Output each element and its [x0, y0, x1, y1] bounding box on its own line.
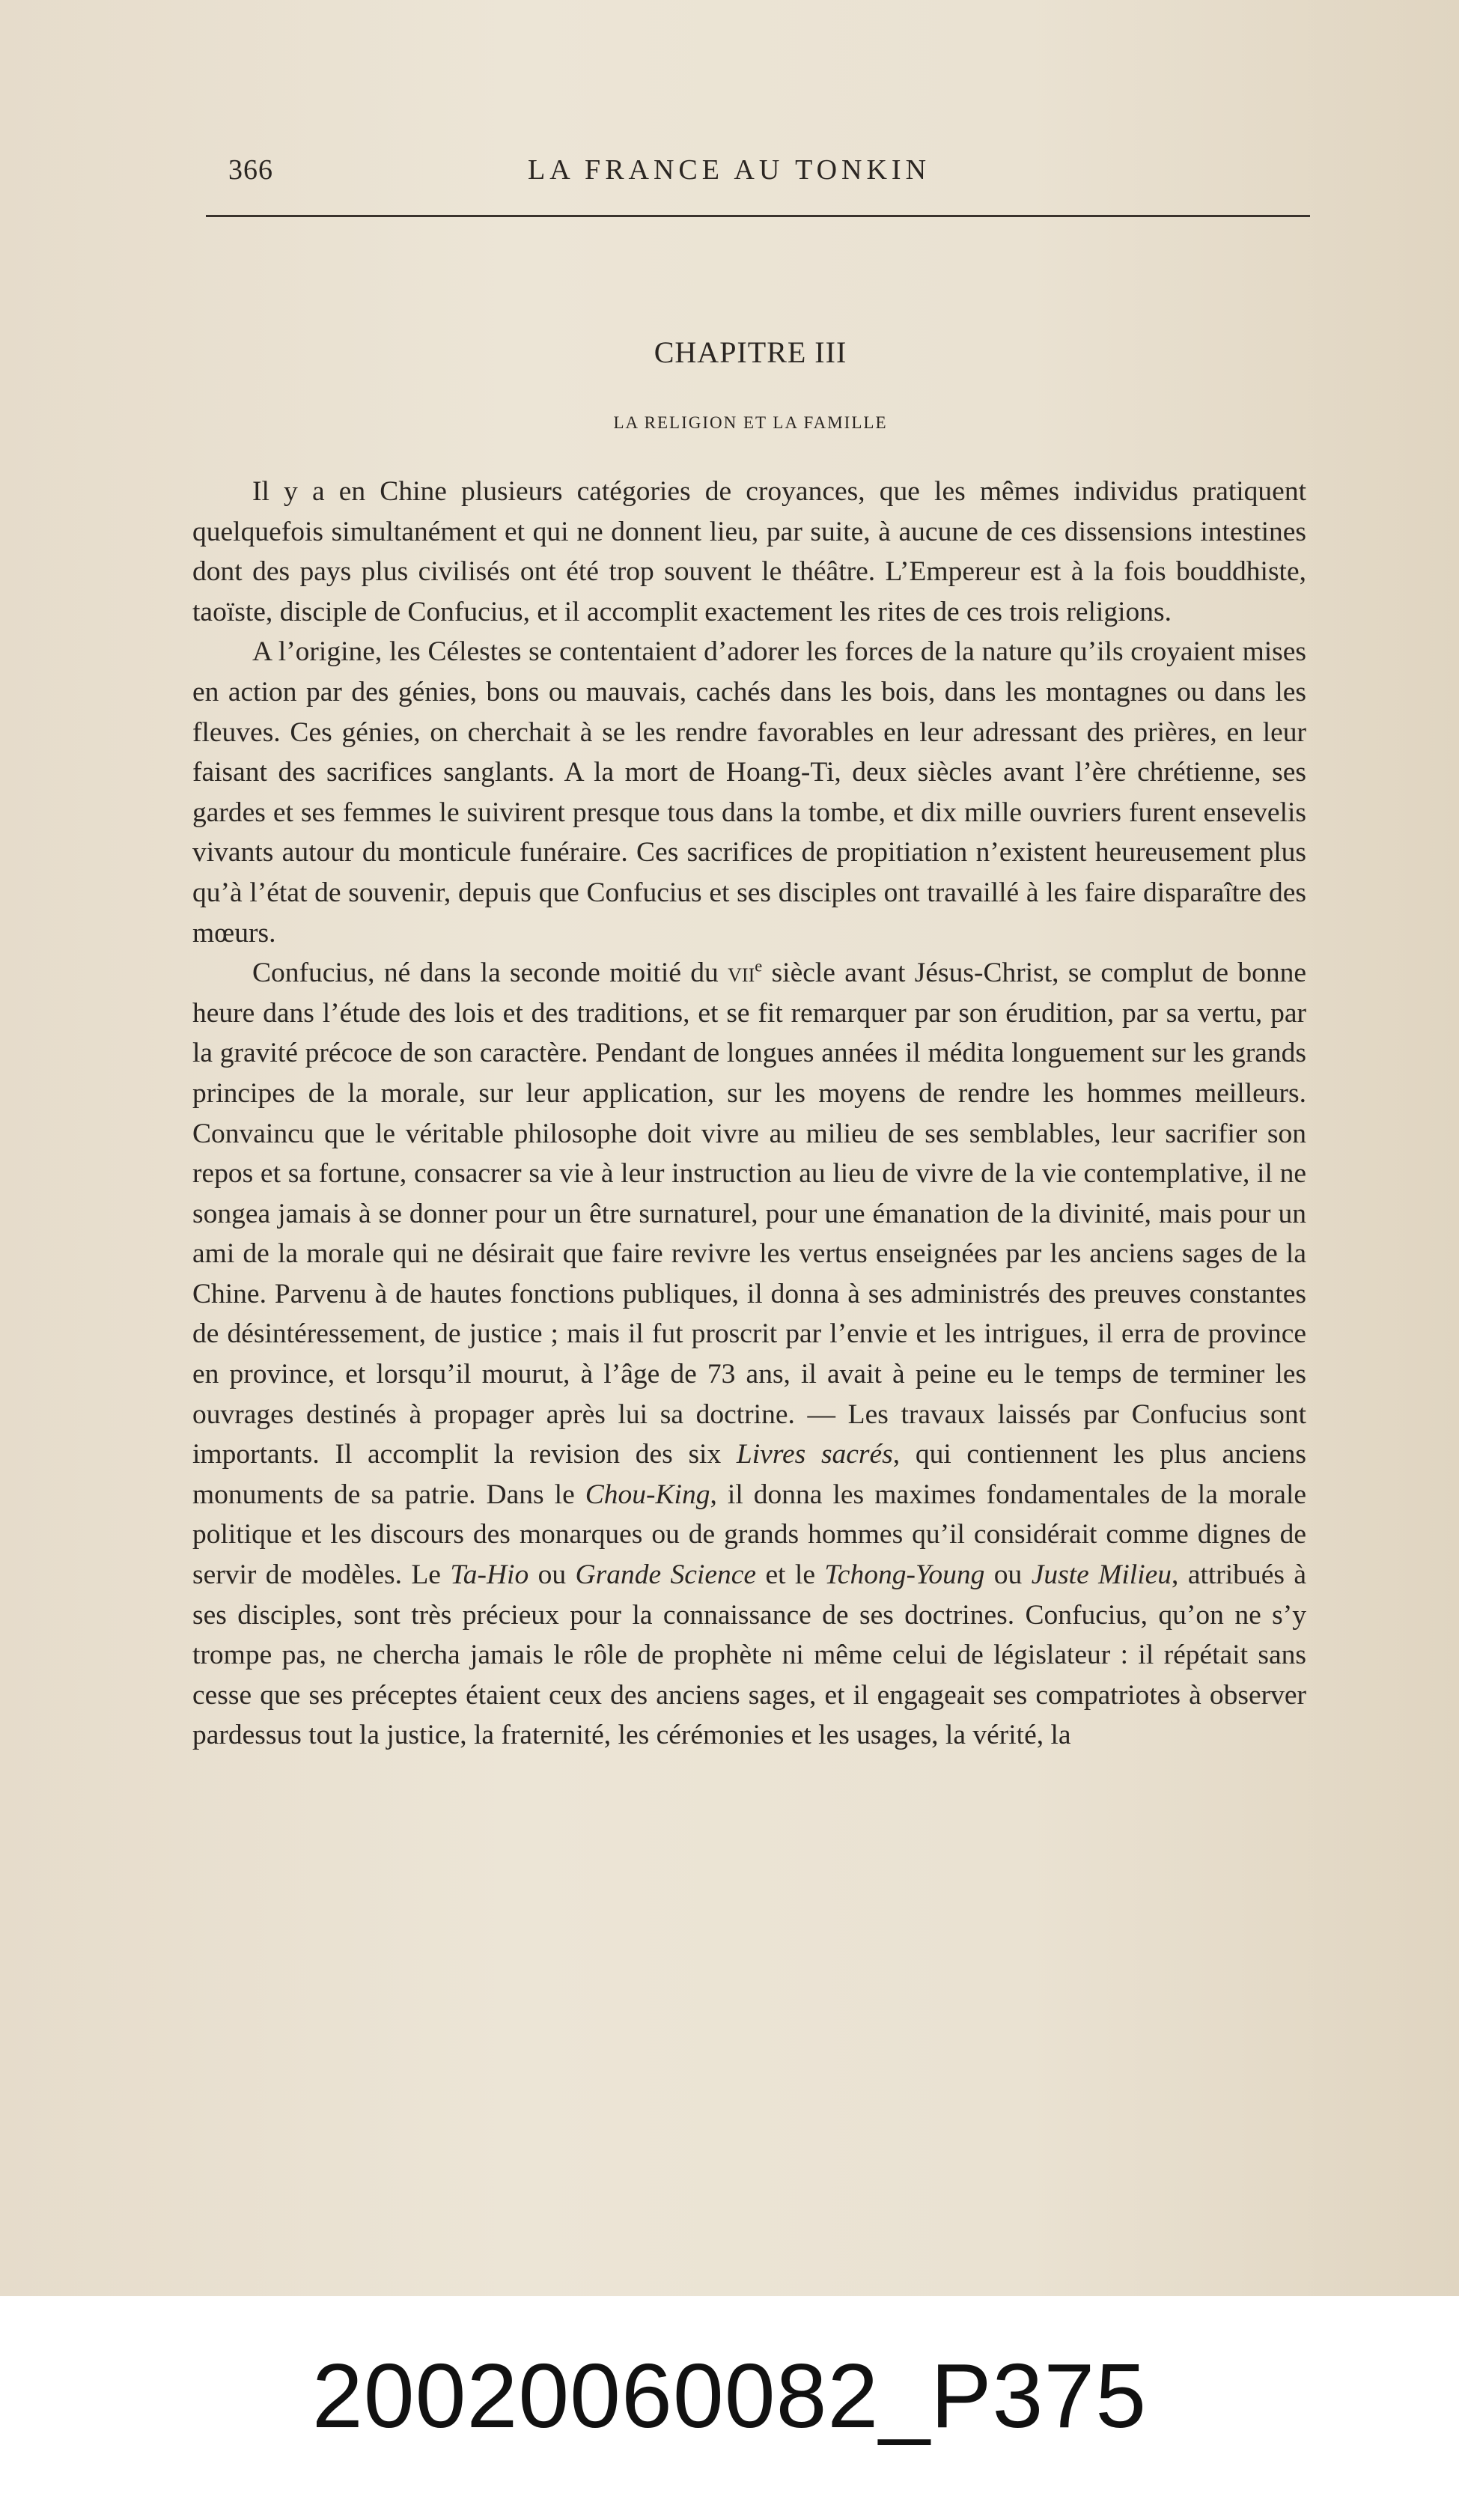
book-title: Ta-Hio — [450, 1559, 529, 1591]
chapter-title: CHAPITRE III — [654, 335, 847, 369]
page-number: 366 — [228, 154, 273, 186]
century-numeral: vii — [728, 958, 755, 989]
running-title: LA FRANCE AU TONKIN — [528, 154, 931, 186]
image-identifier: 20020060082_P375 — [311, 2345, 1148, 2447]
page-header — [191, 153, 1314, 195]
paragraph-text: ou — [984, 1559, 1032, 1591]
paragraph-text: Confucius, né dans la seconde moitié du — [252, 958, 728, 989]
paragraph-1: Il y a en Chine plusieurs catégories de croyances, que les mêmes individus pratiquent quelquefois simultanément et qui ne donnent lieu, par suite, à aucune de ces dissensions intestines dont des pays plus civilisés ont été trop souvent le théâtre. L’Empereur est à la fois bouddhiste, taoïste, disciple de Confucius, et il accomplit exactement les rites de ces trois religions. — [192, 476, 1306, 627]
paragraph-3 — [192, 953, 1306, 1756]
superscript: e — [755, 956, 763, 976]
chapter-subtitle: LA RELIGION ET LA FAMILLE — [613, 413, 888, 432]
book-title: Grande Science — [575, 1559, 757, 1591]
paragraph-text: ou — [529, 1559, 576, 1591]
book-title: Livres sacrés — [736, 1439, 893, 1470]
book-title: Chou-King — [585, 1479, 710, 1510]
body-text — [192, 472, 1306, 1756]
book-title: Juste Milieu — [1031, 1559, 1172, 1591]
book-title: Tchong-Young — [824, 1559, 985, 1591]
paragraph-text: , qui contiennent les plus anciens monuments de sa patrie. Dans le — [192, 1439, 1306, 1510]
paragraph-2: A l’origine, les Célestes se contentaient d’adorer les forces de la nature qu’ils croyaient mises en action par des génies, bons ou mauvais, cachés dans les bois, dans les montagnes ou dans les fleuves. Ces génies, on cherchait à se les rendre favorables en leur adressant des prières, en leur faisant des sacrifices sanglants. A la mort de Hoang-Ti, deux siècles avant l’ère chrétienne, ses gardes et ses femmes le suivirent presque tous dans la tombe, et dix mille ouvriers furent ensevelis vivants autour du monticule funéraire. Ces sacrifices de propitiation n’existent heureusement plus qu’à l’état de souvenir, depuis que Confucius et ses disciples ont travaillé à les faire disparaître des mœurs. — [192, 636, 1306, 949]
header-rule — [206, 215, 1310, 217]
paragraph-text: et le — [756, 1559, 825, 1591]
paragraph-text: , il donna les maximes fondamentales de la morale politique et les discours des monarques ou de grands hommes qu’il considérait comme dignes de servir de modèles. Le — [192, 1479, 1307, 1591]
paragraph-text: , attribués à ses disciples, sont très précieux pour la connaissance de ses doctrines. Confucius, qu’on ne s’y trompe pas, ne chercha jamais le rôle de prophète ni même celui de législateur : il répétait sans cesse que ses préceptes étaient ceux des anciens sages, et il engageait ses compatriotes à observer pardessus tout la justice, la fraternité, les cérémonies et les usages, la vérité, la — [192, 1559, 1307, 1751]
paragraph-text: siècle avant Jésus-Christ, se complut de bonne heure dans l’étude des lois et des traditions, et se fit remarquer par son érudition, par sa vertu, par la gravité précoce de son caractère. Pendant de longues années il médita longuement sur les grands principes de la morale, sur leur application, sur les moyens de rendre les hommes meilleurs. Convaincu que le véritable philosophe doit vivre au milieu de ses semblables, leur sacrifier son repos et sa fortune, consacrer sa vie à leur instruction au lieu de vivre de la vie contemplative, il ne songea jamais à se donner pour un être surnaturel, pour une émanation de la divinité, mais pour un ami de la morale qui ne désirait que faire revivre les vertus enseignées par les anciens sages de la Chine. Parvenu à de hautes fonctions publiques, il donna à ses administrés des preuves constantes de désintéressement, de justice ; mais il fut proscrit par l’envie et les intrigues, il erra de province en province, et lorsqu’il mourut, à l’âge de 73 ans, il avait à peine eu le temps de terminer les ouvrages destinés à propager après lui sa doctrine. — Les travaux laissés par Confucius sont importants. Il accomplit la revision des six — [192, 958, 1307, 1470]
